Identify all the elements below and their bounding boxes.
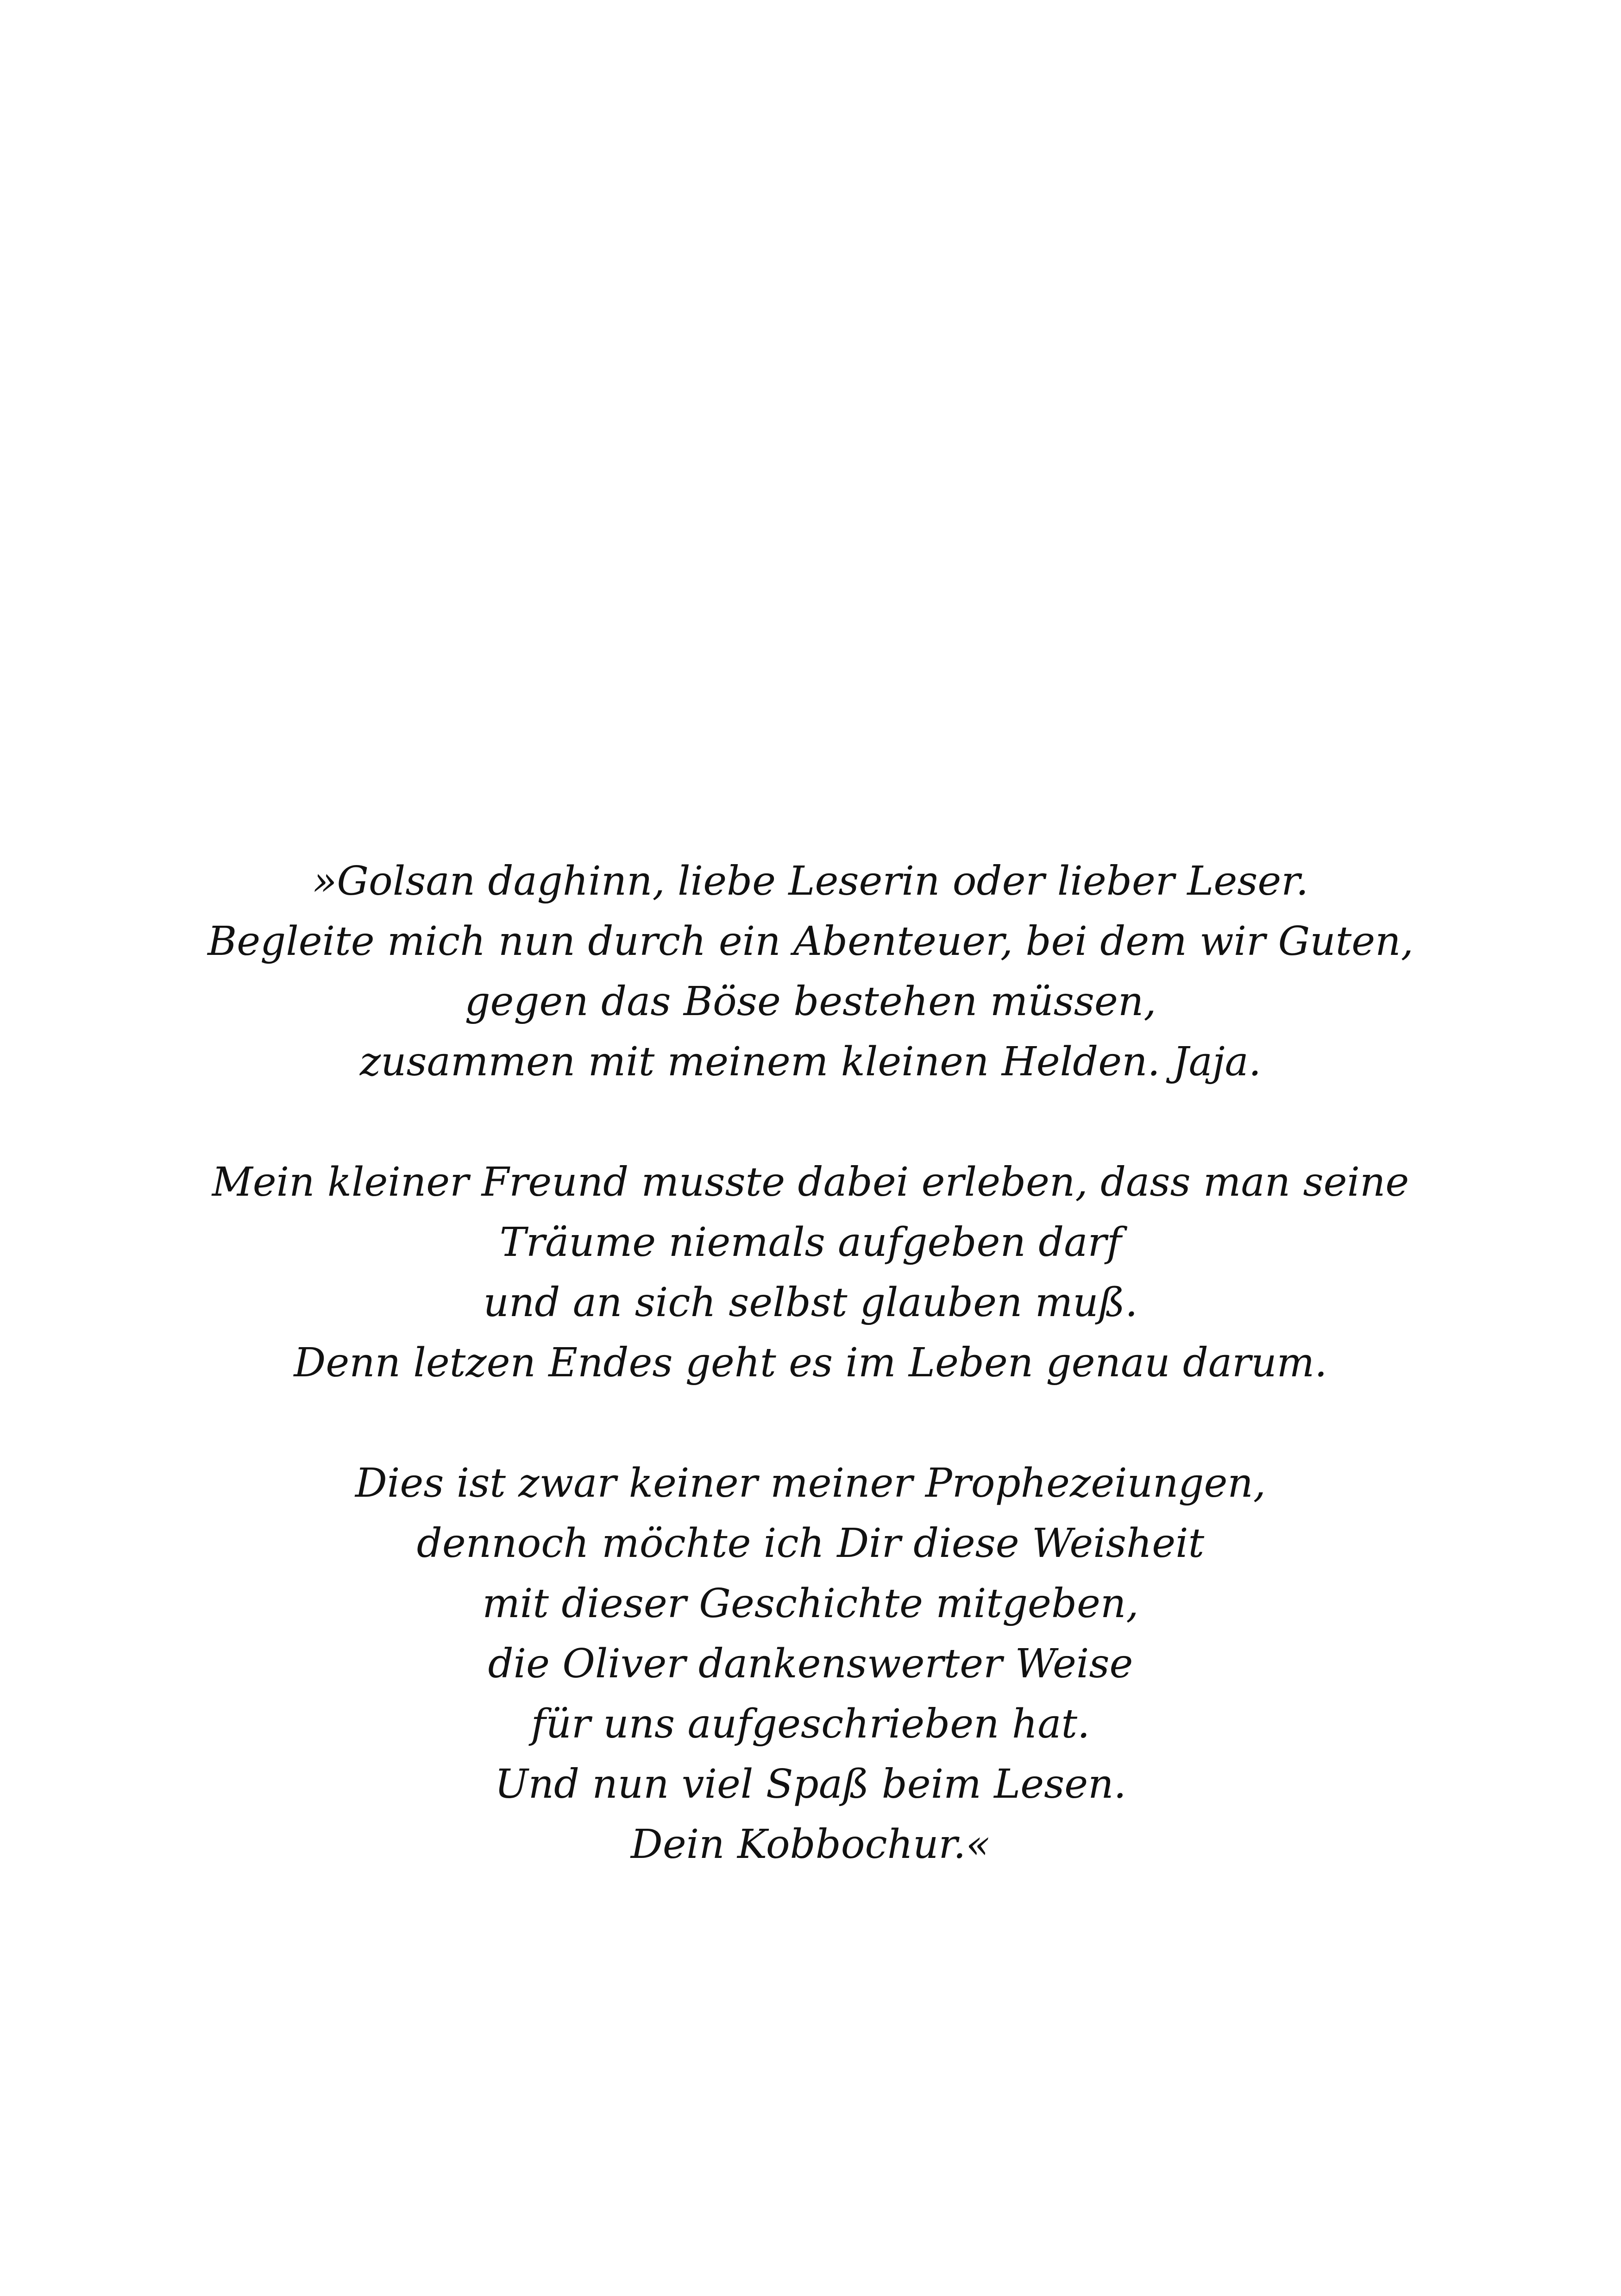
poem-line: Und nun viel Spaß beim Lesen. [495, 1761, 1126, 1807]
poem-line: Dies ist zwar keiner meiner Prophezeiungen, [355, 1460, 1266, 1506]
poem-line: Träume niemals aufgeben darf [499, 1219, 1122, 1266]
poem-line: zusammen mit meinem kleinen Helden. Jaja. [359, 1039, 1262, 1085]
dedication-text [0, 851, 1621, 1875]
poem-line: Begleite mich nun durch ein Abenteuer, bei dem wir Guten, [207, 918, 1414, 965]
poem-line: dennoch möchte ich Dir diese Weisheit [416, 1520, 1205, 1567]
poem-line: »Golsan daghinn, liebe Leserin oder lieber Leser. [312, 858, 1309, 904]
stanza-3 [0, 1453, 1621, 1875]
poem-line: die Oliver dankenswerter Weise [488, 1641, 1133, 1687]
stanza-1 [0, 851, 1621, 1092]
poem-line: Denn letzen Endes geht es im Leben genau darum. [294, 1340, 1327, 1386]
poem-line: mit dieser Geschichte mitgeben, [482, 1581, 1139, 1627]
poem-line: gegen das Böse bestehen müssen, [465, 979, 1156, 1025]
poem-line: Dein Kobbochur.« [630, 1821, 991, 1868]
poem-line: Mein kleiner Freund musste dabei erleben, dass man seine [212, 1159, 1409, 1205]
poem-line: für uns aufgeschrieben hat. [531, 1701, 1090, 1747]
stanza-2 [0, 1152, 1621, 1393]
poem-line: und an sich selbst glauben muß. [483, 1280, 1138, 1326]
